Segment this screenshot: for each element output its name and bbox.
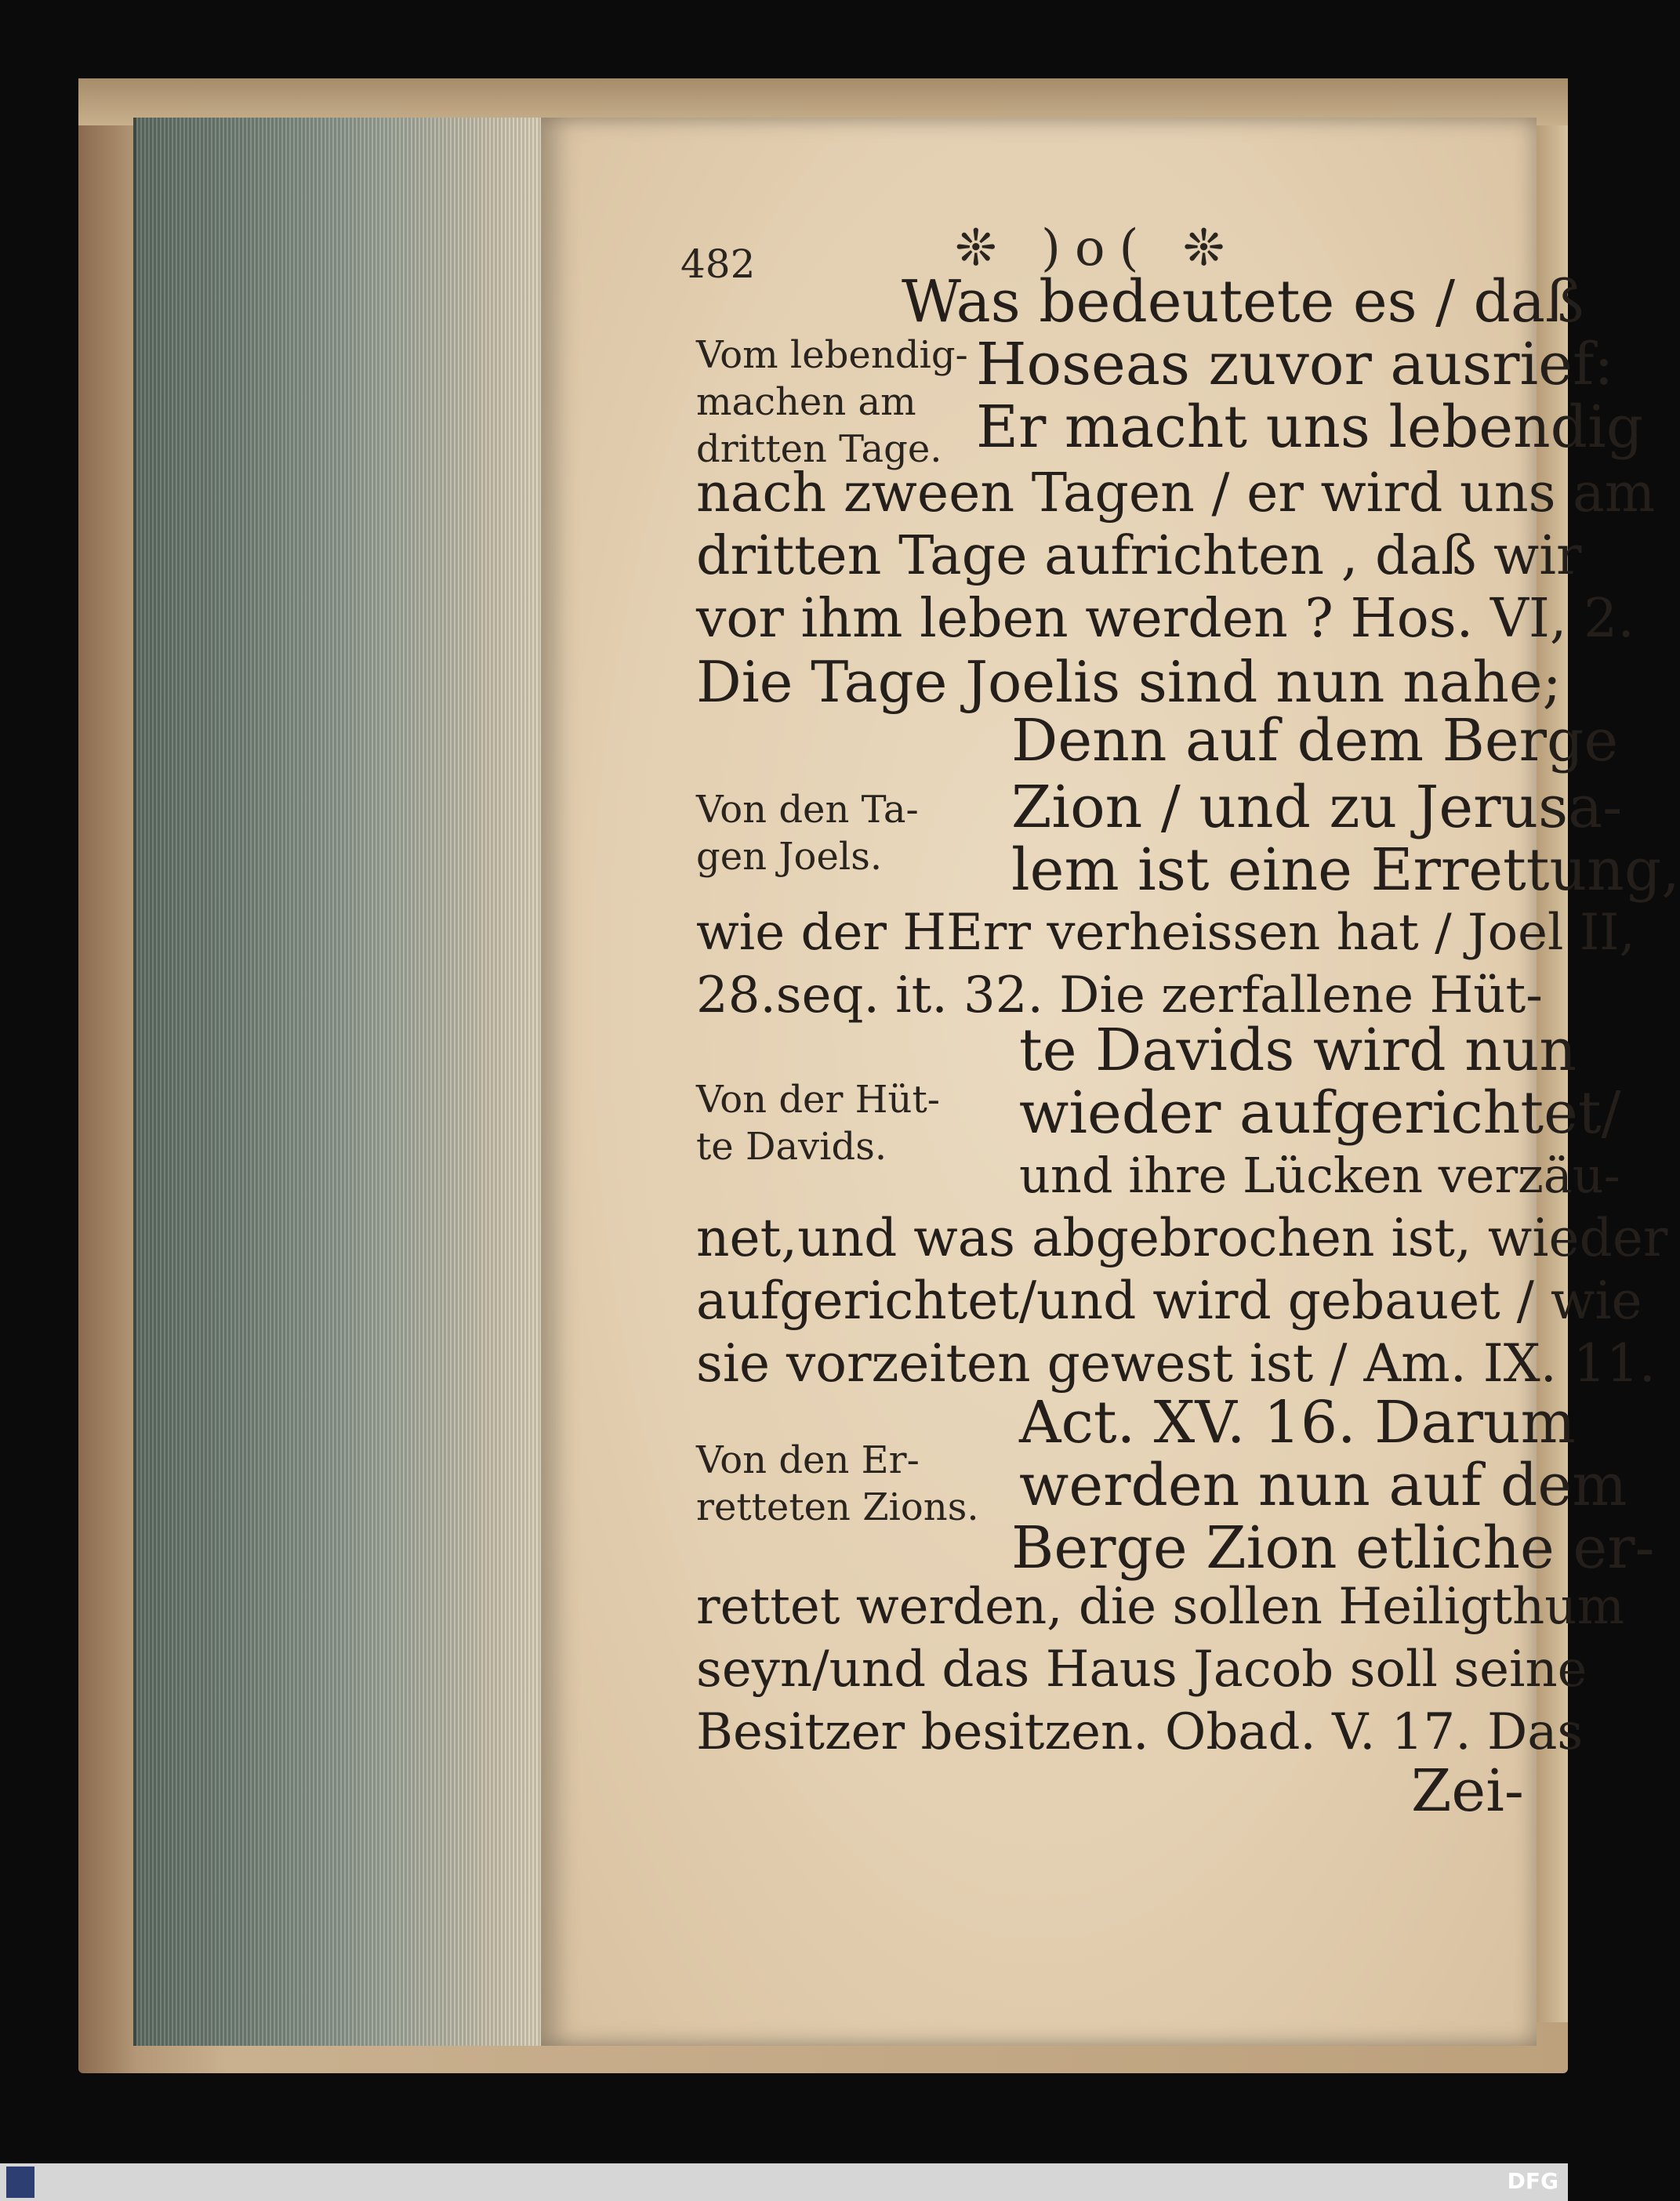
text-line: 28.seq. it. 32. Die zerfallene Hüt- xyxy=(696,966,1543,1024)
text-line: Denn auf dem Berge xyxy=(1011,707,1619,774)
page-number: 482 xyxy=(680,241,756,287)
catchword: Zei- xyxy=(1411,1757,1524,1825)
text-line: werden nun auf dem xyxy=(1019,1452,1627,1519)
text-line: Act. XV. 16. Darum xyxy=(1019,1389,1576,1456)
margin-note: dritten Tage. xyxy=(696,427,942,471)
text-line: rettet werden, die sollen Heiligthum xyxy=(696,1578,1625,1636)
text-line: Besitzer besitzen. Obad. V. 17. Das xyxy=(696,1703,1584,1761)
text-line: Was bedeutete es / daß xyxy=(902,268,1584,335)
text-line: dritten Tage aufrichten , daß wir xyxy=(696,525,1582,587)
library-logo-icon xyxy=(6,2167,34,2198)
text-line: te Davids wird nun xyxy=(1019,1017,1577,1084)
text-line: Zion / und zu Jerusa- xyxy=(1011,774,1623,841)
text-line: seyn/und das Haus Jacob soll seine xyxy=(696,1641,1587,1699)
text-line: Die Tage Joelis sind nun nahe; xyxy=(696,649,1562,715)
text-line: Er macht uns lebendig xyxy=(976,393,1644,461)
margin-note: Von den Ta- xyxy=(696,788,919,832)
text-line: aufgerichtet/und wird gebauet / wie xyxy=(696,1271,1642,1331)
margin-note: retteten Zions. xyxy=(696,1485,979,1529)
text-line: wie der HErr verheissen hat / Joel II, xyxy=(696,904,1635,962)
text-line: net,und was abgebrochen ist, wieder xyxy=(696,1208,1668,1268)
text-line: Hoseas zuvor ausrief: xyxy=(976,331,1614,398)
text-line: sie vorzeiten gewest ist / Am. IX. 11. xyxy=(696,1333,1656,1394)
text-line: nach zween Tagen / er wird uns am xyxy=(696,462,1656,524)
text-line: und ihre Lücken verzäu- xyxy=(1019,1147,1620,1204)
header-ornament: ❊ )o( ❊ xyxy=(955,219,1239,277)
text-line: wieder aufgerichtet/ xyxy=(1019,1079,1621,1147)
margin-note: machen am xyxy=(696,380,916,424)
margin-note: Von den Er- xyxy=(696,1438,920,1482)
margin-note: gen Joels. xyxy=(696,835,883,879)
text-line: lem ist eine Errettung, xyxy=(1011,836,1680,904)
text-line: Berge Zion etliche er- xyxy=(1011,1514,1655,1582)
margin-note: te Davids. xyxy=(696,1125,887,1169)
viewer-footer xyxy=(0,2163,1568,2201)
text-line: vor ihm leben werden ? Hos. VI, 2. xyxy=(696,588,1635,650)
margin-note: Vom lebendig- xyxy=(696,333,968,377)
margin-note: Von der Hüt- xyxy=(696,1078,940,1122)
dfg-logo: DFG xyxy=(1507,2168,1558,2194)
page-stack-edge xyxy=(133,118,552,2046)
